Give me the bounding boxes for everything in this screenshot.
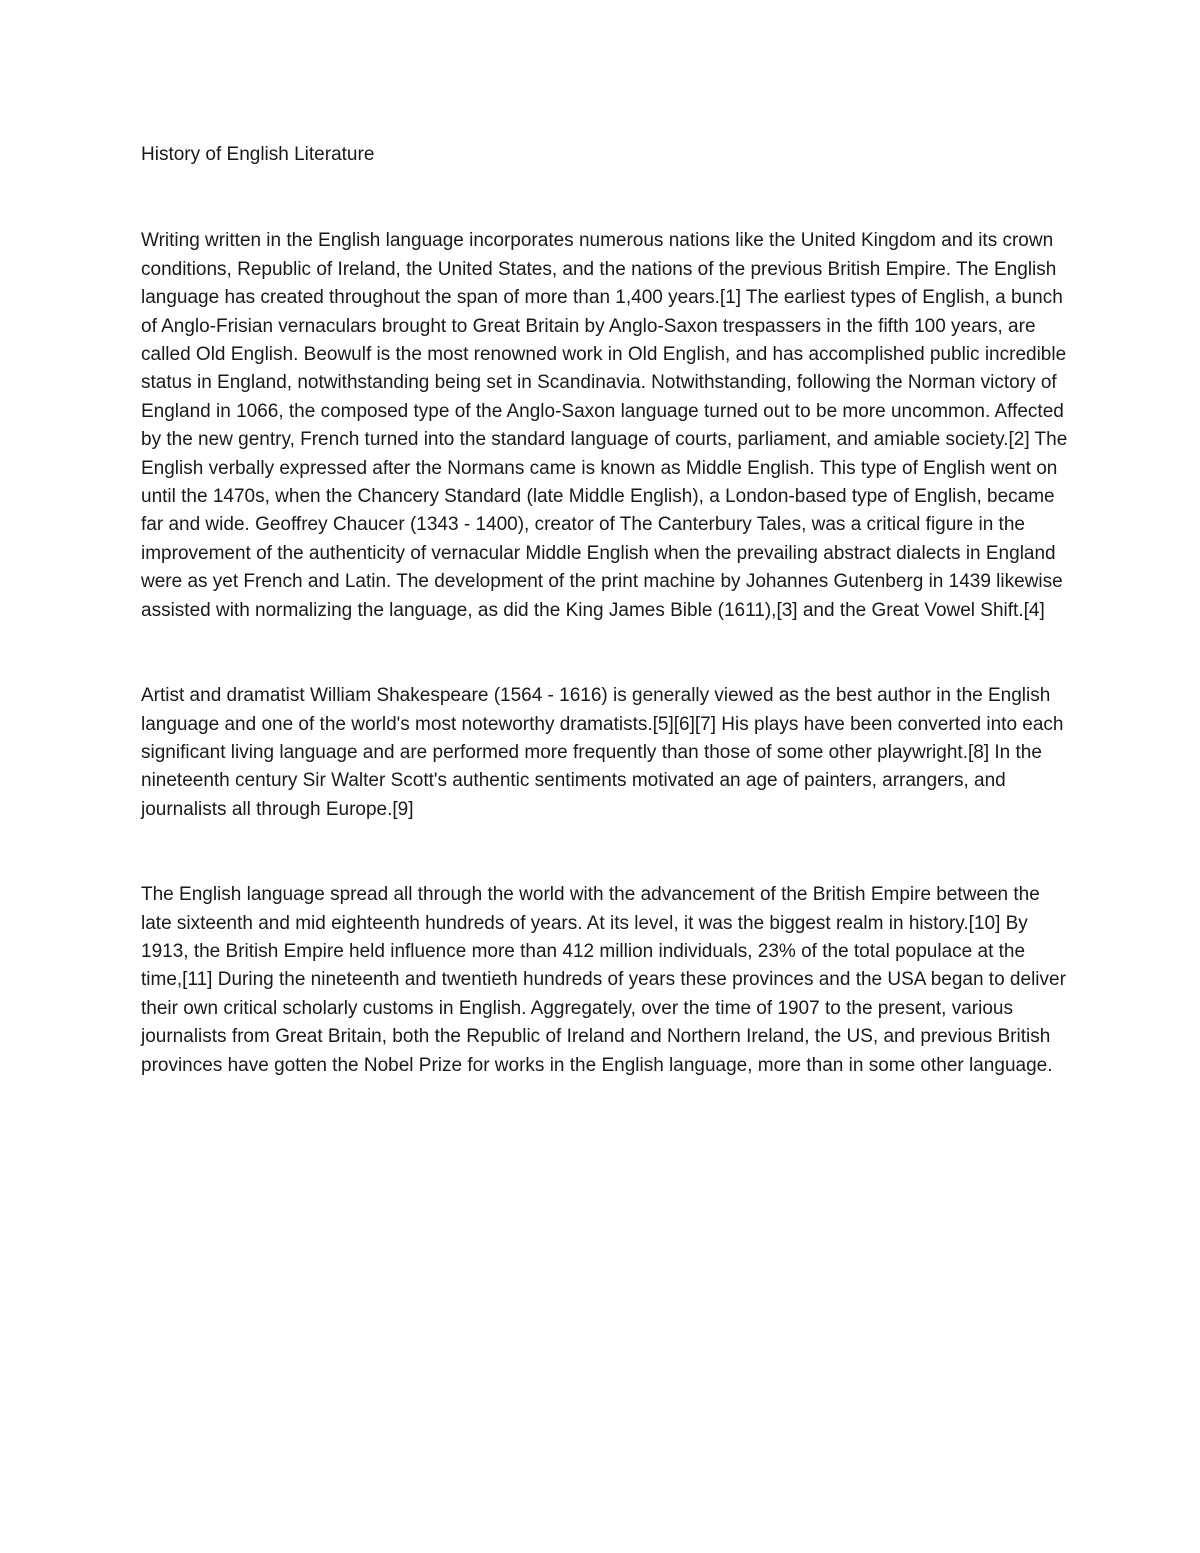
document-title: History of English Literature: [141, 144, 375, 165]
paragraph-intro: Writing written in the English language incorporates numerous nations like the United Kingdom and its crown conditions, Republic of Ireland, the United States, and the nations of the previous British Empire. The English language has created throughout the span of more than 1,400 years.[1] The earliest types of English, a bunch of Anglo-Frisian vernaculars brought to Great Britain by Anglo-Saxon trespassers in the fifth 100 years, are called Old English. Beowulf is the most renowned work in Old English, and has accomplished public incredible status in England, notwithstanding being set in Scandinavia. Notwithstanding, following the Norman victory of England in 1066, the composed type of the Anglo-Saxon language turned out to be more uncommon. Affected by the new gentry, French turned into the standard language of courts, parliament, and amiable society.[2] The English verbally expressed after the Normans came is known as Middle English. This type of English went on until the 1470s, when the Chancery Standard (late Middle English), a London-based type of English, became far and wide. Geoffrey Chaucer (1343 - 1400), creator of The Canterbury Tales, was a critical figure in the improvement of the authenticity of vernacular Middle English when the prevailing abstract dialects in England were as yet French and Latin. The development of the print machine by Johannes Gutenberg in 1439 likewise assisted with normalizing the language, as did the King James Bible (1611),[3] and the Great Vowel Shift.[4]: [141, 230, 1068, 621]
paragraph-shakespeare: Artist and dramatist William Shakespeare (1564 - 1616) is generally viewed as the best author in the English language and one of the world's most noteworthy dramatists.[5][6][7] His plays have been converted into each significant living language and are performed more frequently than those of some other playwright.[8] In the nineteenth century Sir Walter Scott's authentic sentiments motivated an age of painters, arrangers, and journalists all through Europe.[9]: [141, 685, 1064, 820]
document-body: [141, 141, 1071, 1080]
paragraph-empire: The English language spread all through the world with the advancement of the British Empire between the late sixteenth and mid eighteenth hundreds of years. At its level, it was the biggest realm in history.[10] By 1913, the British Empire held influence more than 412 million individuals, 23% of the total populace at the time,[11] During the nineteenth and twentieth hundreds of years these provinces and the USA began to deliver their own critical scholarly customs in English. Aggregately, over the time of 1907 to the present, various journalists from Great Britain, both the Republic of Ireland and Northern Ireland, the US, and previous British provinces have gotten the Nobel Prize for works in the English language, more than in some other language.: [141, 884, 1066, 1076]
